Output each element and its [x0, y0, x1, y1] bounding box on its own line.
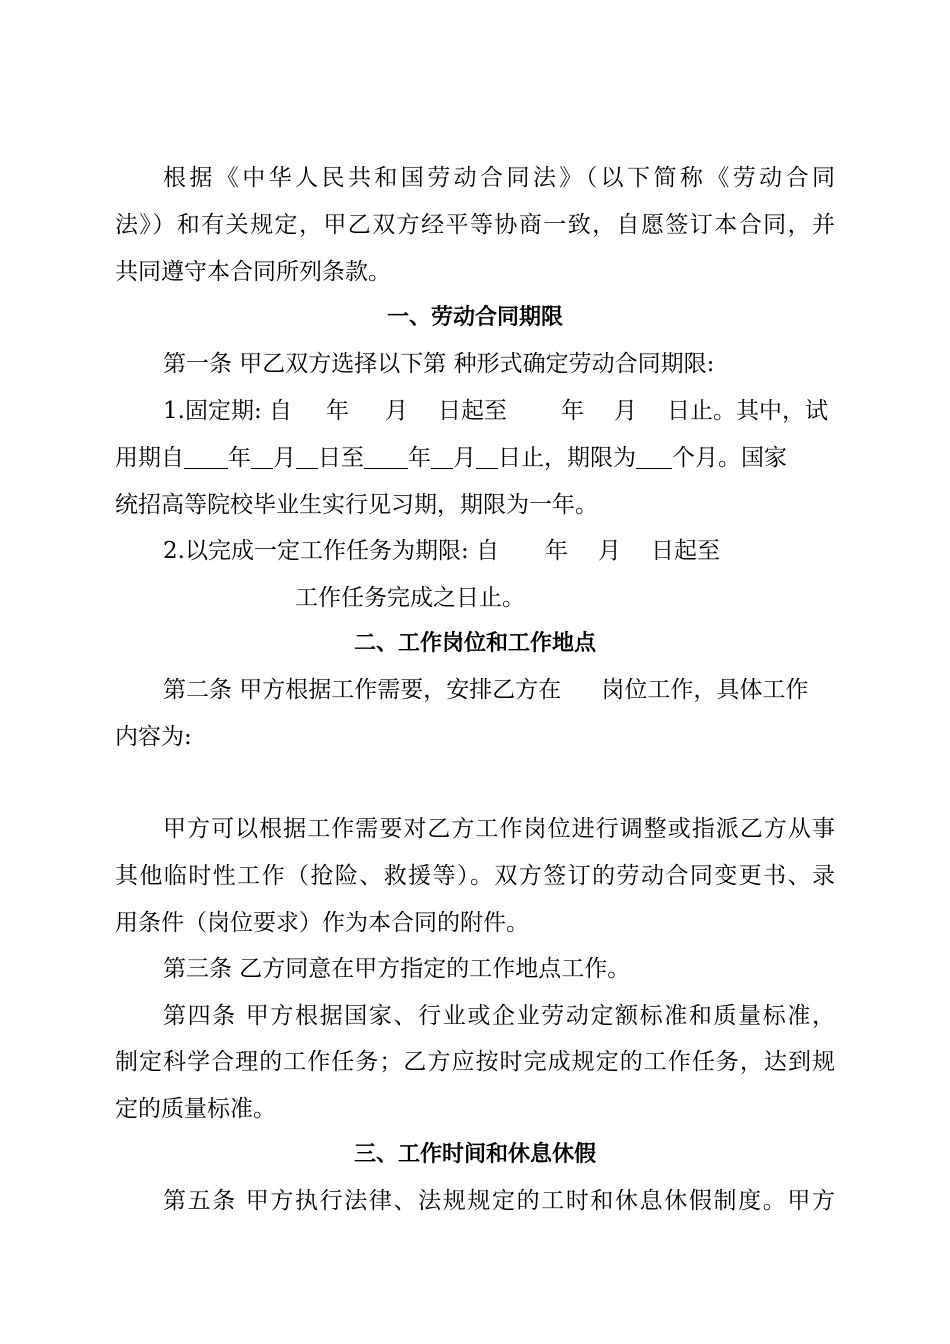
trial-end-year-blank[interactable]	[364, 446, 408, 469]
fixed-month2-label: 月	[614, 398, 638, 424]
intro-line-2: 法》）和有关规定，甲乙双方经平等协商一致，自愿签订本合同，并	[115, 212, 835, 238]
trial-stop-label: 日止，期限为	[498, 445, 636, 471]
section-3-heading: 三、工作时间和休息休假	[353, 1142, 596, 1167]
intro-line-3: 共同遵守本合同所列条款。	[115, 259, 391, 285]
task-year-label: 年	[545, 538, 569, 564]
fixed-term-prefix: 1.固定期: 自	[163, 398, 293, 424]
article-4-line-2: 制定科学合理的工作任务；乙方应按时完成规定的工作任务，达到规	[115, 1049, 835, 1075]
trial-end-month-blank[interactable]	[431, 446, 453, 469]
trial-end-month-label: 月	[453, 445, 476, 471]
task-term-prefix: 2.以完成一定工作任务为期限: 自	[163, 538, 500, 564]
article-1: 第一条 甲乙双方选择以下第 种形式确定劳动合同期限:	[163, 351, 715, 377]
trial-to-label: 日至	[318, 445, 364, 471]
trial-year-label: 年	[228, 445, 251, 471]
article-2-line-1	[163, 675, 835, 705]
graduate-probation-line: 统招高等院校毕业生实行见习期，期限为一年。	[115, 492, 598, 518]
fixed-month-label: 月	[385, 398, 409, 424]
section-2-heading: 二、工作岗位和工作地点	[353, 631, 596, 656]
intro-line-1: 根据《中华人民共和国劳动合同法》（以下简称《劳动合同	[163, 165, 835, 191]
article-3: 第三条 乙方同意在甲方指定的工作地点工作。	[163, 956, 631, 982]
trial-day-blank[interactable]	[296, 446, 318, 469]
section-1-heading: 一、劳动合同期限	[386, 305, 563, 330]
trial-months-label: 个月。国家	[672, 445, 787, 471]
trial-months-blank[interactable]	[636, 446, 672, 469]
fixed-year2-label: 年	[561, 398, 585, 424]
trial-prefix: 用期自	[115, 445, 184, 471]
fixed-from-label: 日起至	[438, 398, 508, 424]
task-term-line	[163, 536, 835, 566]
fixed-year-label: 年	[326, 398, 350, 424]
adjust-line-2: 其他临时性工作（抢险、救援等）。双方签订的劳动合同变更书、录	[115, 863, 835, 889]
adjust-line-3: 用条件（岗位要求）作为本合同的附件。	[115, 910, 529, 936]
task-month-label: 月	[598, 538, 622, 564]
fixed-until-label: 日止。其中，试	[667, 398, 829, 424]
task-from-label: 日起至	[651, 538, 721, 564]
article-4-line-1: 第四条 甲方根据国家、行业或企业劳动定额标准和质量标准，	[163, 1003, 835, 1029]
article-2-part-b: 岗位工作，具体工作	[601, 677, 809, 703]
trial-end-year-label: 年	[408, 445, 431, 471]
trial-month-blank[interactable]	[251, 446, 273, 469]
fixed-term-line	[163, 396, 835, 426]
task-end-line: 工作任务完成之日止。	[295, 585, 525, 611]
article-2-part-a: 第二条 甲方根据工作需要，安排乙方在	[163, 677, 562, 703]
article-5-line-1: 第五条 甲方执行法律、法规规定的工时和休息休假制度。甲方	[163, 1188, 835, 1214]
article-2-line-2: 内容为:	[115, 724, 192, 750]
adjust-line-1: 甲方可以根据工作需要对乙方工作岗位进行调整或指派乙方从事	[163, 816, 835, 842]
trial-period-line	[115, 443, 835, 473]
trial-end-day-blank[interactable]	[476, 446, 498, 469]
trial-year-blank[interactable]	[184, 446, 228, 469]
article-4-line-3: 定的质量标准。	[115, 1096, 276, 1122]
trial-month-label: 月	[273, 445, 296, 471]
